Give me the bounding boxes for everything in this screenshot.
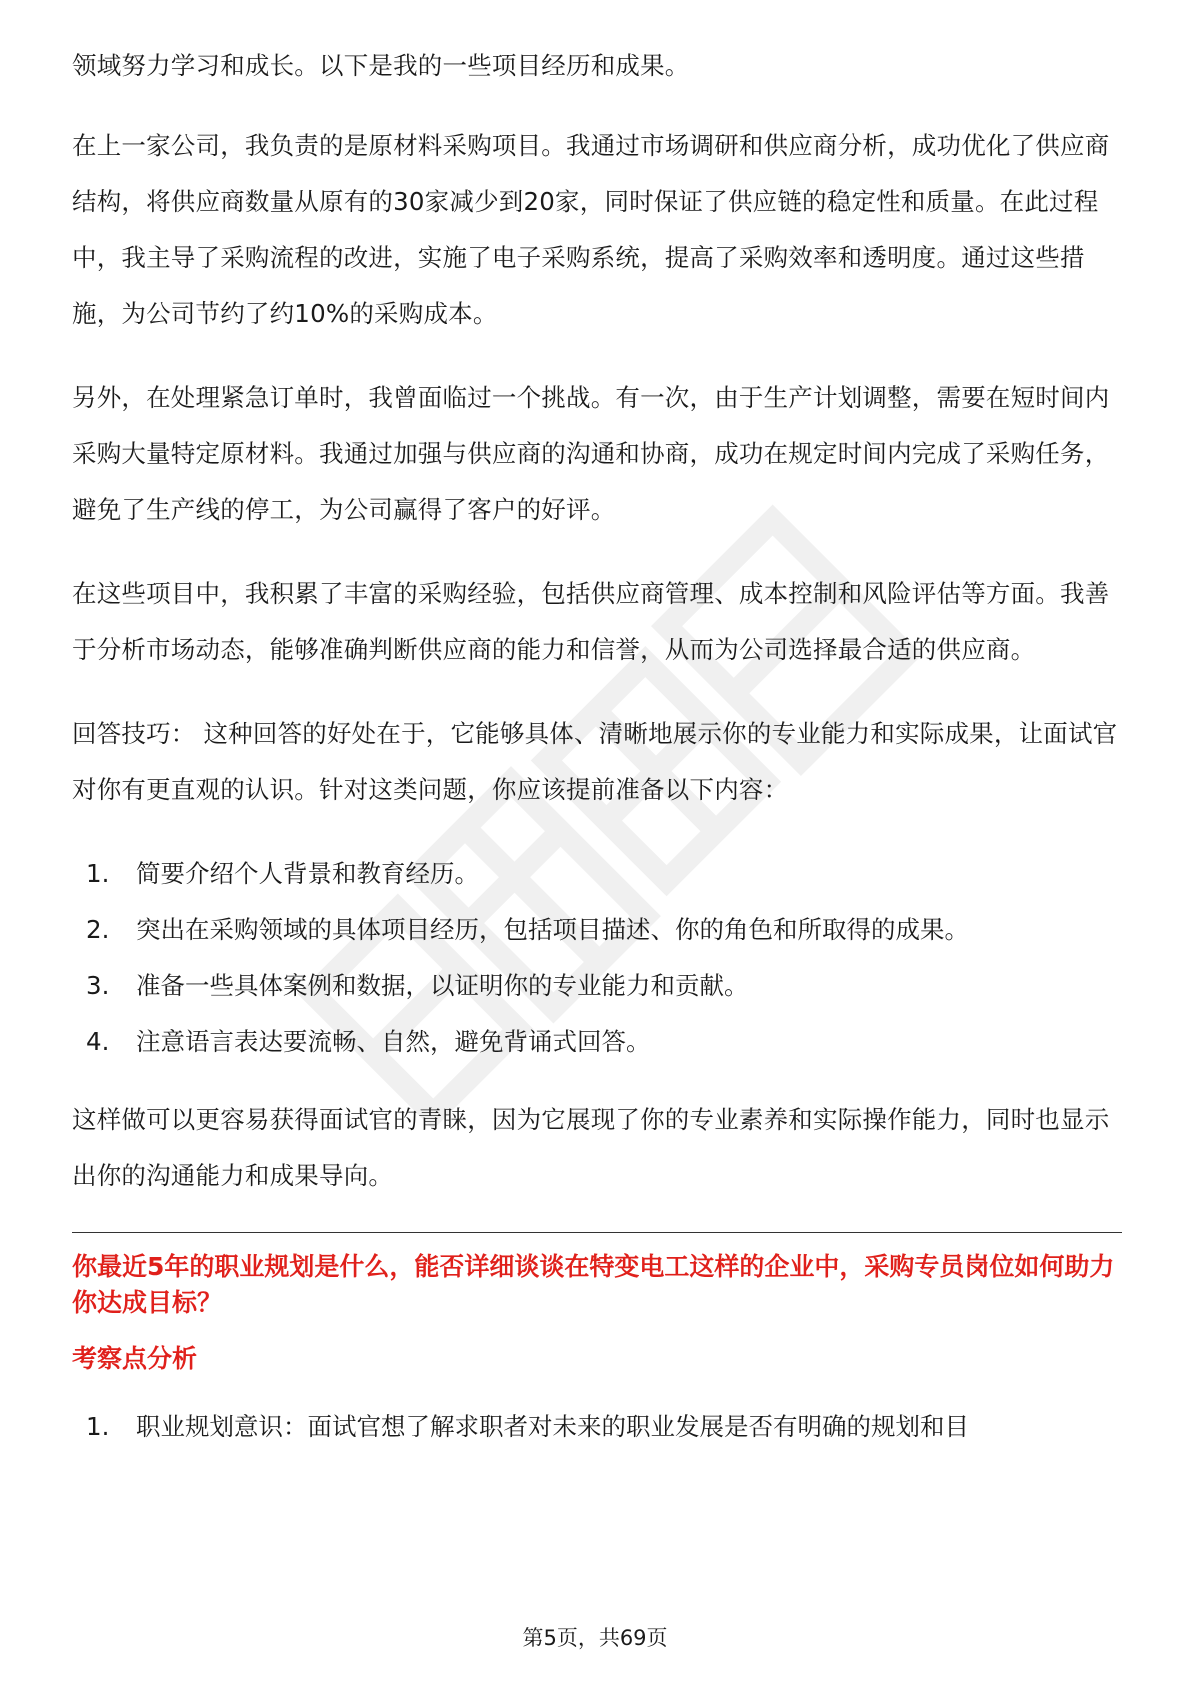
- list-text: 注意语言表达要流畅、自然，避免背诵式回答。: [136, 1027, 651, 1056]
- paragraph-answer-tips: 回答技巧： 这种回答的好处在于，它能够具体、清晰地展示你的专业能力和实际成果，让面试官对你有更直观的认识。针对这类问题，你应该提前准备以下内容：: [72, 719, 1118, 804]
- list-number: 1.: [86, 1412, 110, 1441]
- tips-list: [72, 846, 1122, 1070]
- list-number: 2.: [86, 915, 110, 944]
- list-item: [72, 846, 1122, 902]
- list-item: [72, 1399, 1122, 1455]
- list-item: [72, 902, 1122, 958]
- list-number: 3.: [86, 971, 110, 1000]
- analysis-list: [72, 1399, 1122, 1455]
- list-text: 突出在采购领域的具体项目经历，包括项目描述、你的角色和所取得的成果。: [136, 915, 969, 944]
- list-number: 1.: [86, 859, 110, 888]
- list-text: 职业规划意识：面试官想了解求职者对未来的职业发展是否有明确的规划和目: [136, 1412, 969, 1441]
- interview-question: 你最近5年的职业规划是什么，能否详细谈谈在特变电工这样的企业中，采购专员岗位如何助力你达成目标？: [72, 1252, 1115, 1317]
- list-number: 4.: [86, 1027, 110, 1056]
- paragraph-intro-continuation: 领域努力学习和成长。以下是我的一些项目经历和成果。: [72, 51, 690, 80]
- list-text: 准备一些具体案例和数据，以证明你的专业能力和贡献。: [136, 971, 749, 1000]
- page-content: [72, 38, 1122, 1477]
- paragraph-urgent-order: 另外，在处理紧急订单时，我曾面临过一个挑战。有一次，由于生产计划调整，需要在短时间内采购大量特定原材料。我通过加强与供应商的沟通和协商，成功在规定时间内完成了采购任务，避免了生产线的停工，为公司赢得了客户的好评。: [72, 383, 1110, 524]
- page-footer: 第5页，共69页: [522, 1626, 668, 1650]
- paragraph-raw-material-project: 在上一家公司，我负责的是原材料采购项目。我通过市场调研和供应商分析，成功优化了供应商结构，将供应商数量从原有的30家减少到20家，同时保证了供应链的稳定性和质量。在此过程中，我主导了采购流程的改进，实施了电子采购系统，提高了采购效率和透明度。通过这些措施，为公司节约了约10%的采购成本。: [72, 131, 1110, 328]
- paragraph-experience-summary: 在这些项目中，我积累了丰富的采购经验，包括供应商管理、成本控制和风险评估等方面。我善于分析市场动态，能够准确判断供应商的能力和信誉，从而为公司选择最合适的供应商。: [72, 579, 1110, 664]
- analysis-heading: 考察点分析: [72, 1344, 198, 1373]
- list-item: [72, 1014, 1122, 1070]
- paragraph-closing: 这样做可以更容易获得面试官的青睐，因为它展现了你的专业素养和实际操作能力，同时也显示出你的沟通能力和成果导向。: [72, 1105, 1110, 1190]
- list-item: [72, 958, 1122, 1014]
- list-text: 简要介绍个人背景和教育经历。: [136, 859, 479, 888]
- section-divider: [72, 1232, 1122, 1233]
